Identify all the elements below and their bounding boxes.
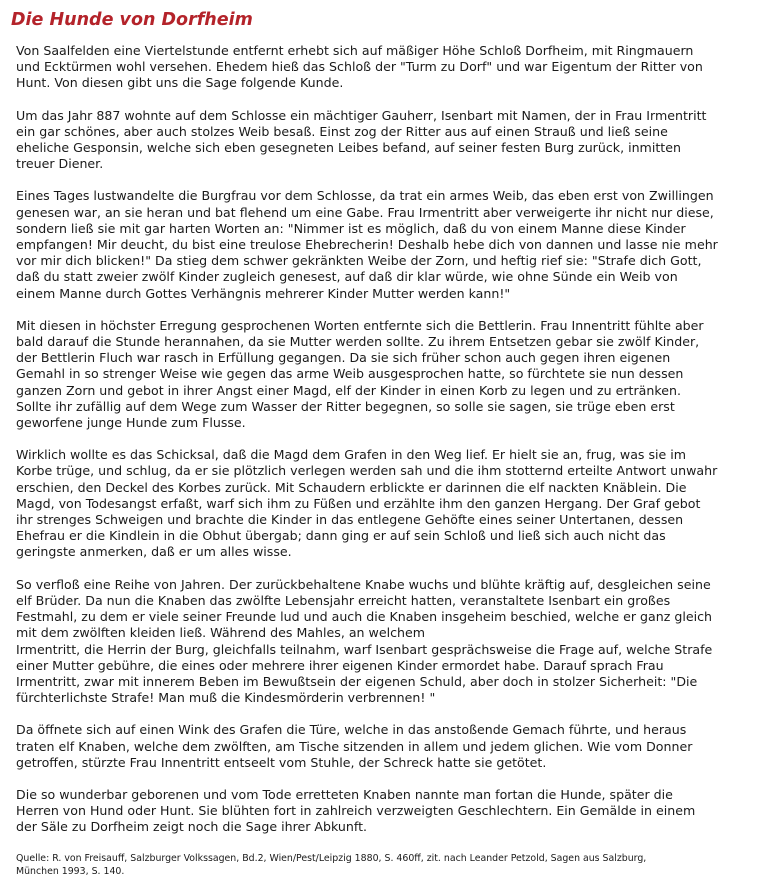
text-line: Hunt. Von diesen gibt uns die Sage folgende Kunde. bbox=[16, 75, 344, 91]
text-line: der Säle zu Dorfheim zeigt noch die Sage ihrer Abkunft. bbox=[16, 819, 368, 835]
text-line: einer Mutter gebühre, die eines oder mehrere ihrer eigenen Kinder ermordet habe. Darauf sprach Frau bbox=[16, 657, 664, 673]
text-line: daß du statt zweier zwölf Kinder zugleich genesest, auf daß dir klar würde, wie ohne Sünde ein Weib von bbox=[16, 269, 678, 285]
paragraph-2 bbox=[16, 108, 750, 173]
text-line: Festmahl, zu dem er viele seiner Freunde lud und auch die Knaben insgeheim beschied, welche er ganz gleich bbox=[16, 609, 712, 625]
paragraph-7 bbox=[16, 722, 750, 771]
text-line: Gemahl in so strenger Weise wie gegen das arme Weib ausgesprochen hatte, so fürchtete sie nun dessen bbox=[16, 366, 684, 382]
text-line: Da öffnete sich auf einen Wink des Grafen die Türe, welche in das anstoßende Gemach führte, und heraus bbox=[16, 722, 687, 738]
text-line: der Bettlerin Fluch war rasch in Erfüllung gegangen. Da sie sich früher schon auch gegen ihren eigenen bbox=[16, 350, 671, 366]
text-line: Ehefrau er die Kindlein in die Obhut übergab; dann ging er auf sein Schloß und ließ sich auch nicht das bbox=[16, 528, 666, 544]
text-line: Die so wunderbar geborenen und vom Tode erretteten Knaben nannte man fortan die Hunde, später die bbox=[16, 786, 673, 802]
text-line: Um das Jahr 887 wohnte auf dem Schlosse ein mächtiger Gauherr, Isenbart mit Namen, der in Frau Irmentritt bbox=[16, 107, 707, 123]
text-line: getroffen, stürzte Frau Innentritt entseelt vom Stuhle, der Schreck hatte sie getötet. bbox=[16, 754, 547, 770]
document-page bbox=[8, 0, 750, 878]
text-line: Irmentritt, die Herrin der Burg, gleichfalls teilnahm, warf Isenbart gesprächsweise die Frage auf, welche Strafe bbox=[16, 641, 713, 657]
paragraph-1 bbox=[16, 43, 750, 92]
text-line: sondern ließ sie mit gar harten Worten an: "Nimmer ist es möglich, daß du von einem Manne diese Kinder bbox=[16, 220, 686, 236]
text-line: genesen war, an sie heran und bat flehend um eine Gabe. Frau Irmentritt aber verweigerte ihr nicht nur diese, bbox=[16, 204, 714, 220]
text-line: Sollte ihr zufällig auf dem Wege zum Wasser der Ritter begegnen, so solle sie sagen, sie trüge eben erst bbox=[16, 398, 675, 414]
text-line: So verfloß eine Reihe von Jahren. Der zurückbehaltene Knabe wuchs und blühte kräftig auf, desgleichen seine bbox=[16, 576, 711, 592]
text-line: bald darauf die Stunde herannahen, da sie Mutter werden sollte. Zu ihrem Entsetzen gebar sie zwölf Kinder, bbox=[16, 334, 700, 350]
text-line: traten elf Knaben, welche dem zwölften, am Tische sitzenden in allem und jedem glichen. Wie vom Donner bbox=[16, 738, 693, 754]
text-line: Wirklich wollte es das Schicksal, daß die Magd dem Grafen in den Weg lief. Er hielt sie an, frug, was sie im bbox=[16, 447, 687, 463]
source-line: Quelle: R. von Freisauff, Salzburger Volkssagen, Bd.2, Wien/Pest/Leipzig 1880, S. 460ff, zit. nach Leander Petzold, Sagen aus Salzburg, bbox=[16, 852, 647, 864]
page-title: Die Hunde von Dorfheim bbox=[11, 10, 253, 30]
text-line: Mit diesen in höchster Erregung gesprochenen Worten entfernte sich die Bettlerin. Frau Innentritt fühlte aber bbox=[16, 317, 704, 333]
source-citation bbox=[16, 852, 750, 878]
source-line: München 1993, S. 140. bbox=[16, 865, 125, 877]
text-line: ihr strenges Schweigen und brachte die Kinder in das entlegene Gehöfte eines seiner Untertanen, dessen bbox=[16, 512, 684, 528]
paragraph-6 bbox=[16, 577, 750, 707]
story-text bbox=[16, 43, 750, 878]
text-line: Irmentritt, zwar mit innerem Beben im Bewußtsein der eigenen Schuld, aber doch in stolzer Sicherheit: "Die bbox=[16, 673, 698, 689]
paragraph-8 bbox=[16, 787, 750, 836]
text-line: treuer Diener. bbox=[16, 156, 104, 172]
text-line: erschien, den Deckel des Korbes zurück. Mit Schaudern erblickte er darinnen die elf nackten Knäblein. Die bbox=[16, 479, 687, 495]
text-line: elf Brüder. Da nun die Knaben das zwölfte Lebensjahr erreicht hatten, veranstaltete Isenbart ein großes bbox=[16, 592, 671, 608]
text-line: Von Saalfelden eine Viertelstunde entfernt erhebt sich auf mäßiger Höhe Schloß Dorfheim, mit Ringmauern bbox=[16, 43, 694, 58]
text-line: mit dem zwölften kleiden ließ. Während des Mahles, an welchem bbox=[16, 625, 426, 641]
text-line: Korbe trüge, und schlug, da er sie plötzlich verlegen werden sah und die ihm stotternd erteilte Antwort unwahr bbox=[16, 463, 718, 479]
text-line: vor mir dich blicken!" Da stieg dem schwer gekränkten Weibe der Zorn, und heftig rief sie: "Strafe dich Gott, bbox=[16, 253, 702, 269]
text-line: ein gar schönes, aber auch stolzes Weib besaß. Einst zog der Ritter aus auf einen Strauß und ließ seine bbox=[16, 123, 668, 139]
text-line: geworfene junge Hunde zum Flusse. bbox=[16, 415, 246, 431]
text-line: ganzen Zorn und gebot in ihrer Angst einer Magd, elf der Kinder in einen Korb zu legen und zu ertränken. bbox=[16, 382, 681, 398]
text-line: einem Manne durch Gottes Verhängnis mehrerer Kinder Mutter werden kann!" bbox=[16, 285, 511, 301]
text-line: Magd, von Todesangst erfaßt, warf sich ihm zu Füßen und erzählte ihm den ganzen Hergang. Der Graf gebot bbox=[16, 495, 701, 511]
paragraph-3 bbox=[16, 188, 750, 301]
text-line: fürchterlichste Strafe! Man muß die Kindesmörderin verbrennen! " bbox=[16, 690, 436, 706]
paragraph-5 bbox=[16, 447, 750, 560]
text-line: empfangen! Mir deucht, du bist eine treulose Ehebrecherin! Deshalb hebe dich von dannen und lasse nie mehr bbox=[16, 237, 718, 253]
text-line: Herren von Hund oder Hunt. Sie blühten fort in zahlreich verzweigten Geschlechtern. Ein Gemälde in einem bbox=[16, 803, 696, 819]
paragraph-4 bbox=[16, 318, 750, 431]
text-line: eheliche Gesponsin, welche sich eben gesegneten Leibes befand, auf seiner festen Burg zurück, inmitten bbox=[16, 140, 681, 156]
text-line: geringste anmerken, daß er um alles wisse. bbox=[16, 544, 292, 560]
text-line: und Ecktürmen wohl versehen. Ehedem hieß das Schloß der "Turm zu Dorf" und war Eigentum der Ritter von bbox=[16, 59, 703, 75]
text-line: Eines Tages lustwandelte die Burgfrau vor dem Schlosse, da trat ein armes Weib, das eben erst von Zwillingen bbox=[16, 188, 714, 204]
